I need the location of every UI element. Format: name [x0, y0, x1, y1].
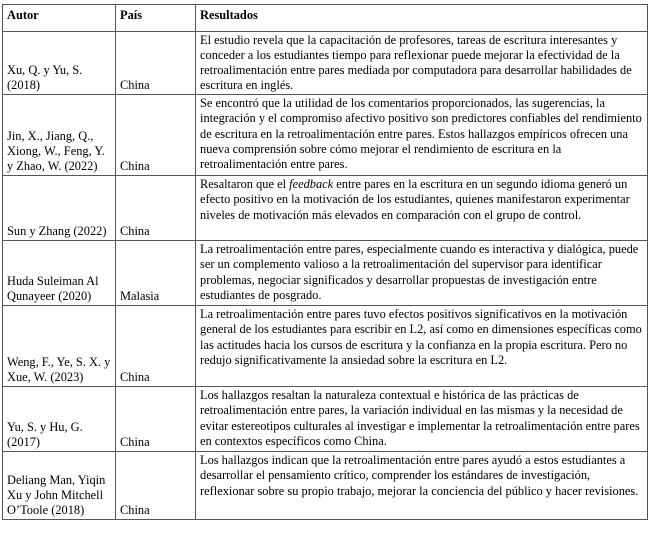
- pais-cell: China: [116, 95, 196, 176]
- pais-cell: China: [116, 387, 196, 452]
- table-row: [3, 32, 648, 95]
- resultados-cell: [196, 306, 648, 387]
- autor-cell: Huda Suleiman Al Qunayeer (2020): [3, 241, 116, 306]
- result-emphasis: feedback: [289, 177, 334, 192]
- table-row: [3, 176, 648, 241]
- header-row: [3, 5, 648, 32]
- resultados-cell: [196, 95, 648, 176]
- pais-cell: China: [116, 452, 196, 520]
- result-text: La retroalimentación entre pares, especialmente cuando es interactiva y dialógica, puede ser un complemento valioso a la retroalimentación del supervisor para identificar problemas, negociar significados y desarrollar propuestas de investigación entre estudiantes de posgrado.: [200, 242, 639, 302]
- pais-cell: Malasia: [116, 241, 196, 306]
- resultados-cell: [196, 452, 648, 520]
- header-autor: Autor: [3, 5, 116, 32]
- autor-cell: Xu, Q. y Yu, S. (2018): [3, 32, 116, 95]
- autor-cell: Deliang Man, Yiqin Xu y John Mitchell O’Toole (2018): [3, 452, 116, 520]
- autor-cell: Yu, S. y Hu, G. (2017): [3, 387, 116, 452]
- result-text: El estudio revela que la capacitación de profesores, tareas de escritura interesantes y conceder a los estudiantes tiempo para reflexionar puede mejorar la efectividad de la retroalimentación entre pares mediada por computadora para desarrollar habilidades de escritura en inglés.: [200, 33, 632, 93]
- result-text: Los hallazgos indican que la retroalimentación entre pares ayudó a estos estudiantes a desarrollar el pensamiento crítico, comprender los estándares de investigación, reflexionar sobre su propio trabajo, mejorar la conciencia del público y hacer revisiones.: [200, 453, 639, 498]
- result-text: La retroalimentación entre pares tuvo efectos positivos significativos en la motivación general de los estudiantes para escribir en L2, así como en dimensiones específicas como las actitudes hacia los cursos de escritura y la confianza en la propia escritura. Pero no redujo significativamente la ansiedad sobre la escritura en L2.: [200, 307, 642, 367]
- resultados-cell: [196, 387, 648, 452]
- pais-cell: China: [116, 306, 196, 387]
- results-table: [2, 4, 648, 520]
- pais-cell: China: [116, 32, 196, 95]
- pais-cell: China: [116, 176, 196, 241]
- resultados-cell: [196, 32, 648, 95]
- resultados-cell: [196, 241, 648, 306]
- resultados-cell: [196, 176, 648, 241]
- table-row: [3, 306, 648, 387]
- table-row: [3, 387, 648, 452]
- result-text: Se encontró que la utilidad de los comentarios proporcionados, las sugerencias, la integración y el compromiso afectivo positivo son predictores confiables del rendimiento de escritura en la retroalimentación entre pares. Estos hallazgos empíricos ofrecen una nueva comprensión sobre cómo mejorar el rendimiento de escritura en la retroalimentación entre pares.: [200, 96, 642, 171]
- table-row: [3, 241, 648, 306]
- autor-cell: Jin, X., Jiang, Q., Xiong, W., Feng, Y. y Zhao, W. (2022): [3, 95, 116, 176]
- table-row: [3, 95, 648, 176]
- autor-cell: Sun y Zhang (2022): [3, 176, 116, 241]
- header-resultados: Resultados: [196, 5, 648, 32]
- result-text: entre pares en la escritura en un segundo idioma generó un efecto positivo en la motivación de los estudiantes, quienes manifestaron experimentar niveles de motivación más elevados en comparación con el grupo de control.: [200, 177, 630, 222]
- table-row: [3, 452, 648, 520]
- autor-cell: Weng, F., Ye, S. X. y Xue, W. (2023): [3, 306, 116, 387]
- header-pais: País: [116, 5, 196, 32]
- result-text: Los hallazgos resaltan la naturaleza contextual e histórica de las prácticas de retroalimentación entre pares, la variación individual en las mismas y la necesidad de evitar estereotipos culturales al investigar e implementar la retroalimentación entre pares en contextos específicos como China.: [200, 388, 640, 448]
- result-text: Resaltaron que el: [200, 177, 290, 192]
